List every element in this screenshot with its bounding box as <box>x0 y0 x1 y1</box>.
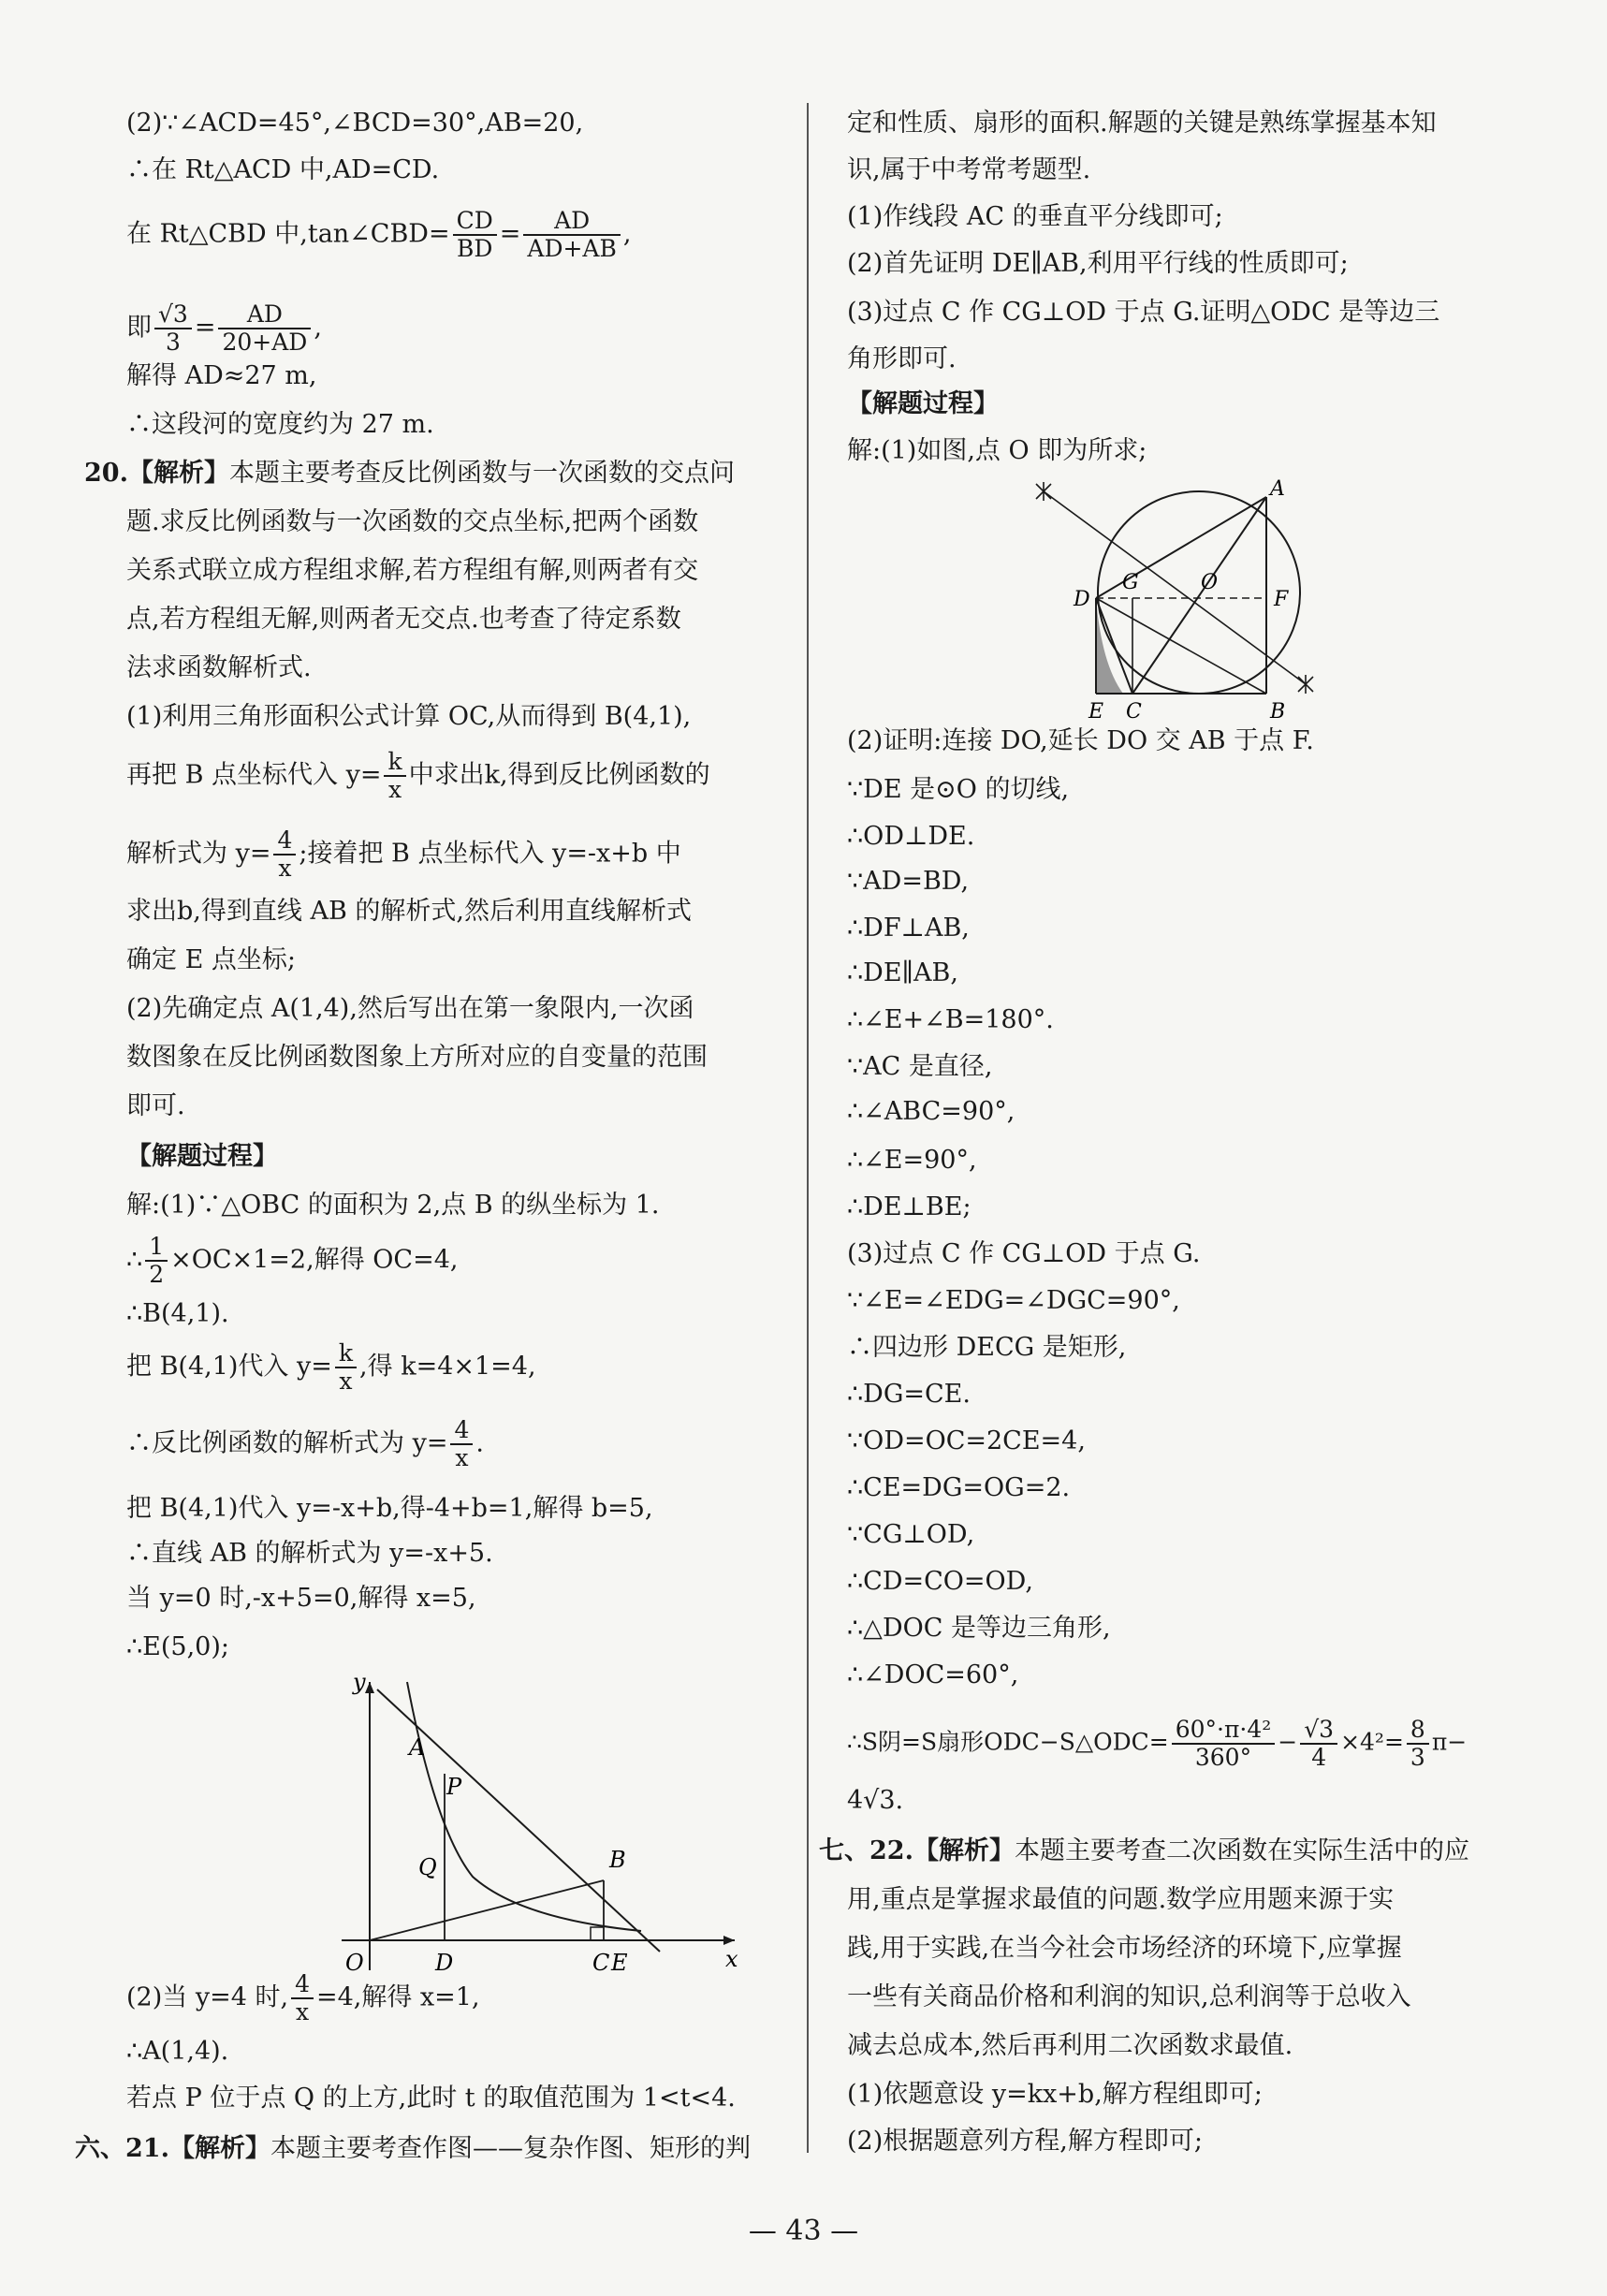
circle-figure <box>1015 473 1324 735</box>
text-line: 把 B(4,1)代入 y=-x+b,得-4+b=1,解得 b=5, <box>126 1494 653 1523</box>
label-B: B <box>1270 700 1286 724</box>
text-line: 定和性质、扇形的面积.解题的关键是熟练掌握基本知 <box>847 109 1437 138</box>
text-line: ∵AD=BD, <box>847 867 970 896</box>
text-line: 解析式为 y= $\frac{4}{x}$ ;接着把 B 点坐标代入 y=-x+b 中 <box>126 826 681 882</box>
hyperbola-curve <box>407 1682 641 1931</box>
text-line: (3)过点 C 作 CG⊥OD 于点 G.证明△ODC 是等边三 <box>847 298 1440 327</box>
text-line: 点,若方程组无解,则两者无交点.也考查了待定系数 <box>126 605 681 634</box>
text-line: ∴反比例函数的解析式为 y= $\frac{4}{x}$ . <box>126 1416 484 1471</box>
text-line: 再把 B 点坐标代入 y= $\frac{k}{x}$ 中求出k,得到反比例函数的 <box>126 748 710 803</box>
text-line: ∴A(1,4). <box>126 2037 229 2066</box>
text-line: ∴∠DOC=60°, <box>847 1660 1019 1689</box>
text-line: ∴OD⊥DE. <box>847 822 975 851</box>
label-B: B <box>609 1847 626 1873</box>
text-line: (2)∵∠ACD=45°,∠BCD=30°,AB=20, <box>126 109 584 138</box>
text-line: 关系式联立成方程组求解,若方程组有解,则两者有交 <box>126 556 699 585</box>
area-formula: ∴S阴=S扇形ODC−S△ODC= $\frac{\text{60°·π·4²}}{360^\circ}$ − $\frac{√3}{4}$ ×4²= $\frac{8}{3}$ π− <box>847 1716 1468 1771</box>
text-line: ∴∠E=90°, <box>847 1146 977 1175</box>
process-heading: 【解题过程】 <box>126 1142 278 1171</box>
label-C: C <box>1126 700 1142 724</box>
label-E: E <box>611 1950 628 1976</box>
label-A: A <box>409 1734 426 1761</box>
label-G: G <box>1122 571 1139 594</box>
text-line: ∴CD=CO=OD, <box>847 1567 1033 1596</box>
label-D: D <box>435 1950 454 1976</box>
text-line: ∴△DOC 是等边三角形, <box>847 1614 1111 1643</box>
text-line: (2)证明:连接 DO,延长 DO 交 AB 于点 F. <box>847 726 1314 755</box>
line-ab <box>377 1689 660 1952</box>
text-line: ∴∠ABC=90°, <box>847 1097 1015 1126</box>
text-line: 确定 E 点坐标; <box>126 945 296 974</box>
label-Q: Q <box>418 1854 437 1880</box>
text-line: ∴ $\frac{1}{2}$ ×OC×1=2,解得 OC=4, <box>126 1233 459 1288</box>
text-line: ∵CG⊥OD, <box>847 1520 975 1549</box>
text-line: 解:(1)∵△OBC 的面积为 2,点 B 的纵坐标为 1. <box>126 1191 660 1220</box>
function-graph <box>342 1671 744 1980</box>
text-line: 即 $\frac{√3}{3}$ = $\frac{AD}{20+AD}$ , <box>126 300 322 356</box>
text-line: ∴四边形 DECG 是矩形, <box>847 1333 1127 1362</box>
label-O: O <box>345 1950 364 1976</box>
text-line: ∴DE∥AB, <box>847 958 958 987</box>
question-21-heading: 六、21.【解析】本题主要考查作图——复杂作图、矩形的判 <box>75 2134 751 2163</box>
text-line: ∵OD=OC=2CE=4, <box>847 1426 1086 1455</box>
text-line: 题.求反比例函数与一次函数的交点坐标,把两个函数 <box>126 507 699 536</box>
text-line: ∴E(5,0); <box>126 1632 229 1661</box>
page-number: — 43 — <box>748 2215 859 2247</box>
line-db <box>1096 598 1266 694</box>
line-ob <box>370 1880 604 1940</box>
text-line: 求出b,得到直线 AB 的解析式,然后利用直线解析式 <box>126 897 692 926</box>
text-line: (1)作线段 AC 的垂直平分线即可; <box>847 202 1223 231</box>
text-line: (2)先确定点 A(1,4),然后写出在第一象限内,一次函 <box>126 994 694 1023</box>
text-line: ∴在 Rt△ACD 中,AD=CD. <box>126 155 440 184</box>
text-line: (3)过点 C 作 CG⊥OD 于点 G. <box>847 1239 1201 1268</box>
text-line: ∴这段河的宽度约为 27 m. <box>126 410 434 439</box>
text-line: ∵AC 是直径, <box>847 1052 993 1081</box>
label-O: O <box>1201 571 1219 594</box>
text-line: 在 Rt△CBD 中,tan∠CBD= $\frac{CD}{BD}$ = $\frac{AD}{AD+AB}$ , <box>126 207 632 262</box>
text-line: 4√3. <box>847 1786 904 1815</box>
text-line: ∴CE=DG=OG=2. <box>847 1473 1071 1502</box>
text-line: 践,用于实践,在当今社会市场经济的环境下,应掌握 <box>847 1934 1402 1963</box>
text-line: ∴DG=CE. <box>847 1380 971 1409</box>
text-line: ∵∠E=∠EDG=∠DGC=90°, <box>847 1286 1180 1315</box>
text-line: ∴DF⊥AB, <box>847 914 970 943</box>
text-line: 角形即可. <box>847 344 957 373</box>
label-C: C <box>592 1950 610 1976</box>
question-20-heading: 20.【解析】本题主要考查反比例函数与一次函数的交点问 <box>84 459 735 488</box>
question-22-heading: 七、22.【解析】本题主要考查二次函数在实际生活中的应 <box>819 1836 1469 1865</box>
line-ac <box>1132 497 1266 694</box>
text-line: ∴直线 AB 的解析式为 y=-x+5. <box>126 1539 493 1568</box>
label-x: x <box>725 1946 738 1972</box>
arc-mark-icon <box>1298 675 1313 694</box>
text-line: 把 B(4,1)代入 y= $\frac{k}{x}$ ,得 k=4×1=4, <box>126 1339 536 1395</box>
text-line: ∴DE⊥BE; <box>847 1192 972 1221</box>
text-line: (1)利用三角形面积公式计算 OC,从而得到 B(4,1), <box>126 702 692 731</box>
text-line: 当 y=0 时,-x+5=0,解得 x=5, <box>126 1584 476 1613</box>
label-F: F <box>1274 588 1289 611</box>
text-line: (2)当 y=4 时, $\frac{4}{x}$ =4,解得 x=1, <box>126 1970 480 2025</box>
label-A: A <box>1270 477 1285 501</box>
text-line: (1)依题意设 y=kx+b,解方程组即可; <box>847 2080 1263 2109</box>
arc-mark-icon <box>1036 482 1051 501</box>
text-line: 即可. <box>126 1091 185 1120</box>
text-line: 解:(1)如图,点 O 即为所求; <box>847 436 1147 465</box>
label-E: E <box>1088 700 1104 724</box>
text-line: 减去总成本,然后再利用二次函数求最值. <box>847 2031 1293 2060</box>
text-line: ∵DE 是⊙O 的切线, <box>847 775 1070 804</box>
label-D: D <box>1074 588 1090 611</box>
text-line: 数图象在反比例函数图象上方所对应的自变量的范围 <box>126 1043 708 1072</box>
column-divider <box>807 103 809 2153</box>
text-line: 识,属于中考常考题型. <box>847 155 1091 184</box>
text-line: 一些有关商品价格和利润的知识,总利润等于总收入 <box>847 1982 1411 2011</box>
text-line: 法求函数解析式. <box>126 653 312 682</box>
label-P: P <box>446 1774 462 1800</box>
process-heading: 【解题过程】 <box>847 389 999 418</box>
text-line: ∴B(4,1). <box>126 1299 229 1328</box>
text-line: 解得 AD≈27 m, <box>126 361 317 390</box>
text-line: ∴∠E+∠B=180°. <box>847 1005 1054 1034</box>
text-line: (2)首先证明 DE∥AB,利用平行线的性质即可; <box>847 249 1349 278</box>
text-line: 用,重点是掌握求最值的问题.数学应用题来源于实 <box>847 1885 1395 1914</box>
text-line: (2)根据题意列方程,解方程即可; <box>847 2127 1203 2156</box>
text-line: 若点 P 位于点 Q 的上方,此时 t 的取值范围为 1<t<4. <box>126 2084 736 2113</box>
label-y: y <box>353 1671 366 1695</box>
